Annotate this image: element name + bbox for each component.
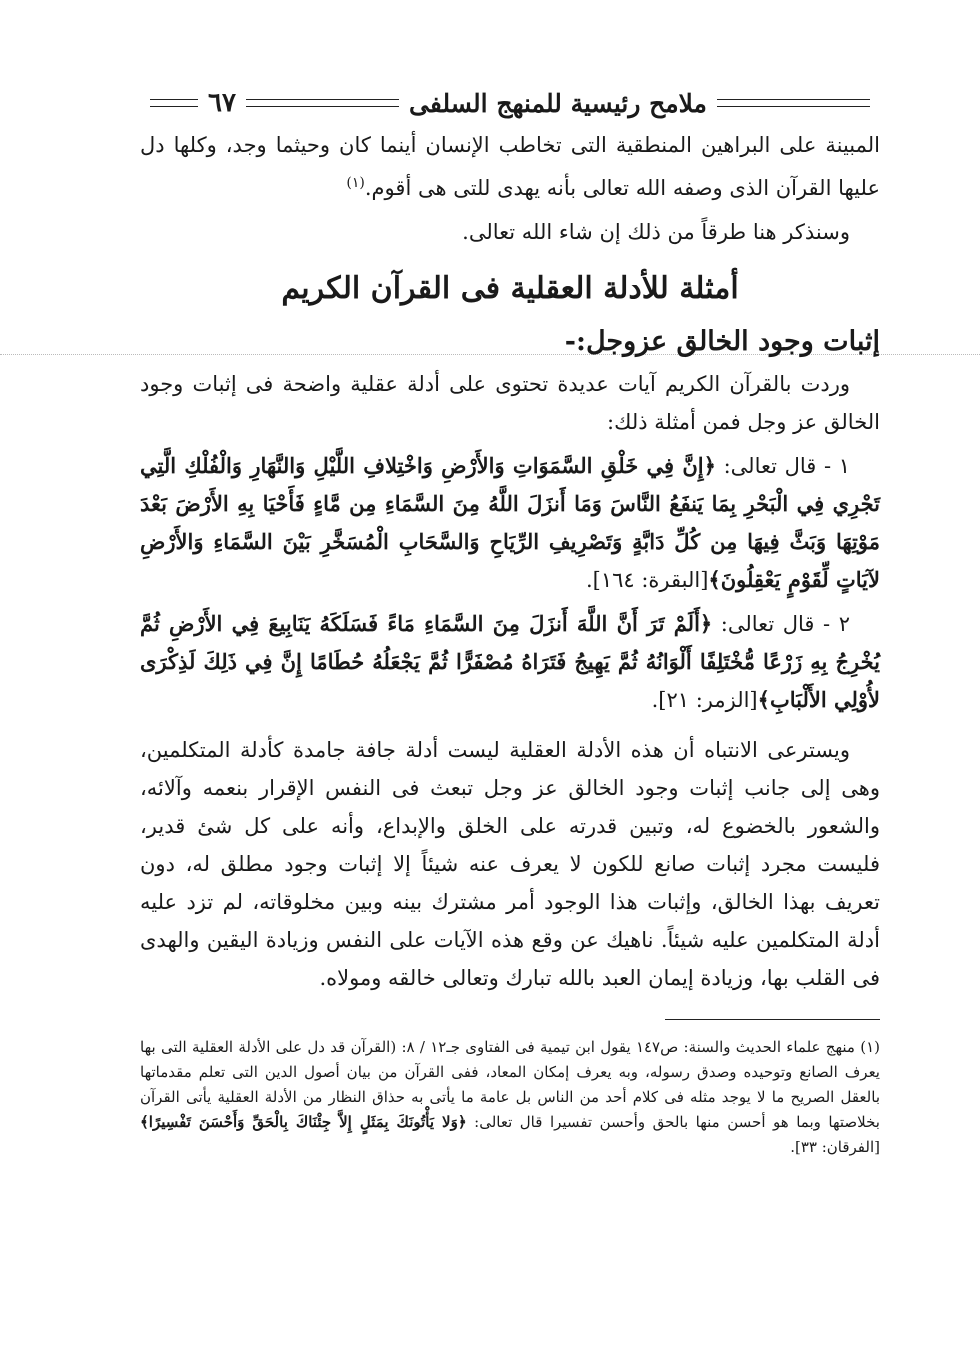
example-2-citation: [الزمر: ٢١]. (651, 688, 758, 712)
intro-paragraph-1-text: المبينة على البراهين المنطقية التى تخاطب الإنسان أينما كان وحيثما وجد، وكلها دل عليها القرآن الذى وصفه الله تعالى بأنه يهدى للتى هى أقوم. (140, 133, 880, 200)
section-title: أمثلة للأدلة العقلية فى القرآن الكريم (281, 271, 739, 306)
intro-paragraph-1 (140, 126, 880, 207)
header-rule-right (717, 99, 870, 107)
quran-example-1 (140, 447, 880, 599)
example-1-verse: ﴿إِنَّ فِي خَلْقِ السَّمَوَاتِ وَالأَرْضِ وَاخْتِلافِ اللَّيْلِ وَالنَّهَارِ وَالْفُلْكِ الَّتِي تَجْرِي فِي الْبَحْرِ بِمَا يَنفَعُ النَّاسَ وَمَا أَنزَلَ اللَّهُ مِنَ السَّمَاءِ مِن مَّاءٍ فَأَحْيَا بِهِ الأَرْضَ بَعْدَ مَوْتِهَا وَبَثَّ فِيهَا مِن كُلِّ دَابَّةٍ وَتَصْرِيفِ الرِّيَاحِ وَالسَّحَابِ الْمُسَخَّرِ بَيْنَ السَّمَاءِ وَالأَرْضِ لآيَاتٍ لِّقَوْمٍ يَعْقِلُونَ﴾ (140, 453, 880, 592)
running-title: ملامح رئيسية للمنهج السلفى (408, 88, 707, 118)
footnote-separator (665, 1019, 880, 1020)
intro-paragraph-2: وسنذكر هنا طرقاً من ذلك إن شاء الله تعالى. (462, 220, 850, 244)
quran-example-2 (140, 605, 880, 719)
running-header (140, 80, 880, 126)
footnote-text: (١) منهج علماء الحديث والسنة: ص١٤٧ يقول ابن تيمية فى الفتاوى جـ١٢ / ٨: (القرآن قد دل على الأدلة العقلية التى بها يعرف الصانع وتوحيده وصدق رسوله، وبه يعرف إمكان المعاد، ففى القرآن من بيان أصول الدين التى تعلم مقدماتها بالعقل الصريح ما لا يوجد مثله فى كلام أحد من الناس بل عامة ما يأتى به حذاق النظار من الأدلة العقلية يأتى القرآن بخلاصتها وبما هو أحسن منها بالحق وأحسن تفسيرا قال تعالى: (140, 1038, 880, 1131)
document-page (140, 80, 880, 1175)
footnote-verse: ﴿وَلا يَأْتُونَكَ بِمَثَلٍ إِلاَّ جِئْنَاكَ بِالْحَقِّ وَأَحْسَنَ تَفْسِيرًا﴾ (140, 1113, 467, 1131)
subsection-intro: وردت بالقرآن الكريم آيات عديدة تحتوى على أدلة عقلية واضحة فى إثبات وجود الخالق عز وجل فمن أمثلة ذلك: (140, 372, 880, 434)
subsection-title: إثبات وجود الخالق عزوجل:- (564, 326, 880, 357)
example-2-verse: ﴿أَلَمْ تَرَ أَنَّ اللَّهَ أَنزَلَ مِنَ السَّمَاءِ مَاءً فَسَلَكَهُ يَنَابِيعَ فِي الأَرْضِ ثُمَّ يُخْرِجُ بِهِ زَرْعًا مُّخْتَلِفًا أَلْوَانُهُ ثُمَّ يَهِيجُ فَتَرَاهُ مُصْفَرًّا ثُمَّ يَجْعَلُهُ حُطَامًا إِنَّ فِي ذَلِكَ لَذِكْرَى لأُوْلِي الأَلْبَابِ﴾ (140, 611, 880, 712)
footnote (140, 1035, 880, 1160)
example-1-citation: [البقرة: ١٦٤]. (585, 568, 709, 592)
footnote-reference: (١) (346, 175, 365, 191)
header-rule-left (150, 99, 198, 107)
example-2-prefix: ٢ - قال تعالى: (712, 612, 850, 636)
header-rule-middle (246, 99, 399, 107)
footnote-citation: [الفرقان: ٣٣]. (790, 1138, 880, 1156)
page-number: ٦٧ (207, 88, 236, 118)
example-1-prefix: ١ - قال تعالى: (715, 454, 851, 478)
closing-paragraph: ويسترعى الانتباه أن هذه الأدلة العقلية ليست أدلة جافة جامدة كأدلة المتكلمين، وهى إلى جانب إثبات وجود الخالق عز وجل تبعث فى النفس الإقرار بنعمه وآلائه، والشعور بالخضوع له، وتبين قدرته على الخلق والإبداع، وأنه على كل شئ قدير، فليست مجرد إثبات صانع للكون لا يعرف عنه شيئاً إلا إثبات وجود مطلق له، دون تعريف بهذا الخالق، وإثبات هذا الوجود أمر مشترك بينه وبين مخلوقاته، لم تزد عليه أدلة المتكلمين عليه شيئاً. ناهيك عن وقع هذه الآيات على النفس وزيادة اليقين والهدى فى القلب بها، وزيادة إيمان العبد بالله تبارك وتعالى خالقه ومولاه. (140, 738, 880, 990)
